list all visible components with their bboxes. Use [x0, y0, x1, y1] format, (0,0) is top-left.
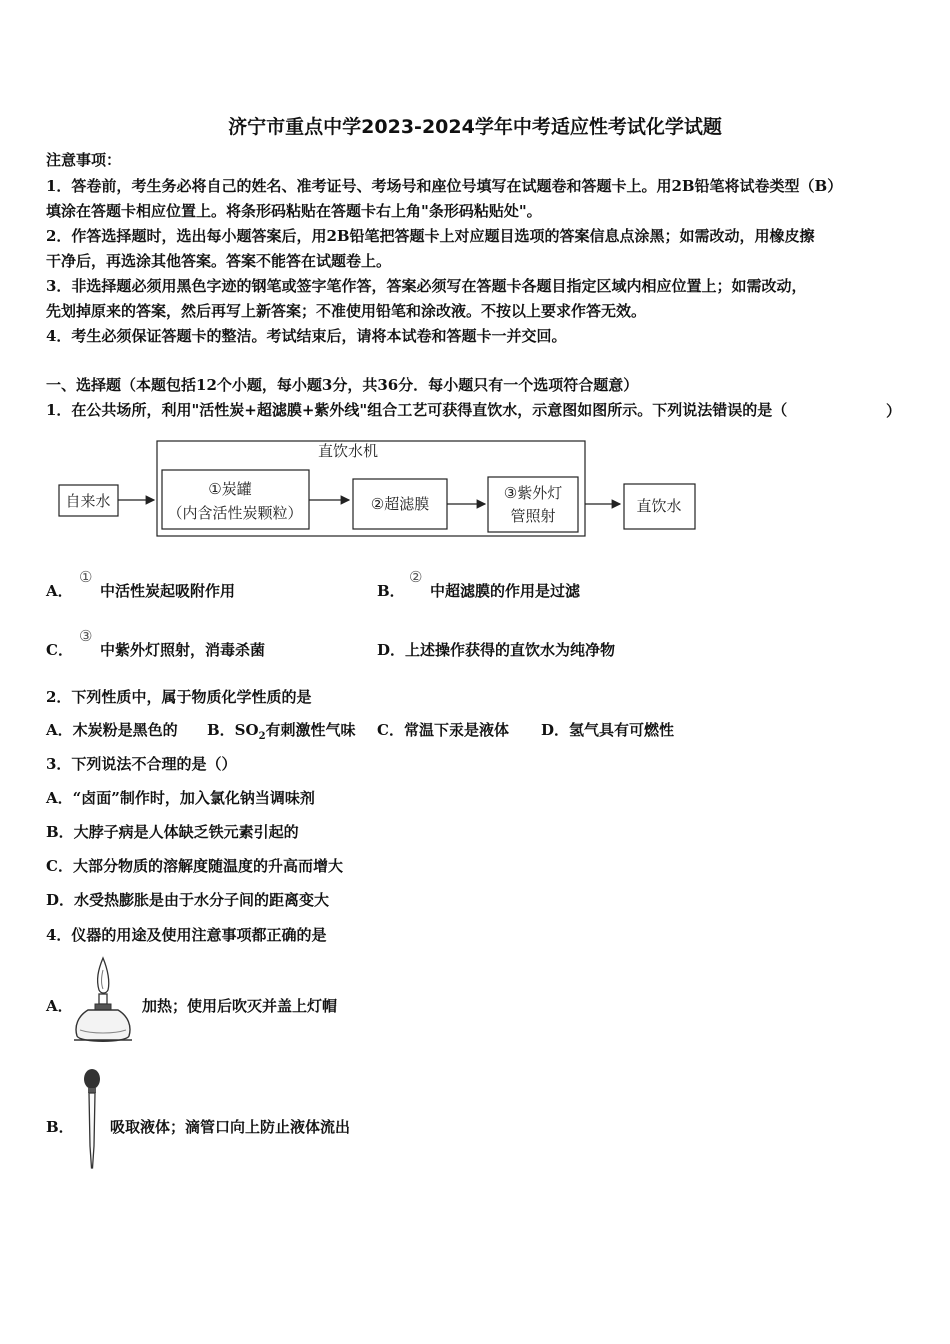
notice-line: 1．答卷前，考生务必将自己的姓名、准考证号、考场号和座位号填写在试题卷和答题卡上。用2B铅笔将试卷类型（B） — [46, 177, 843, 195]
q3-option-b: B．大脖子病是人体缺乏铁元素引起的 — [46, 823, 299, 841]
q3-option-a: A．“卤面”制作时，加入氯化钠当调味剂 — [46, 789, 315, 807]
notice-line: 填涂在答题卡相应位置上。将条形码粘贴在答题卡右上角"条形码粘贴处"。 — [46, 202, 542, 220]
question-1-stem: 1．在公共场所，利用"活性炭+超滤膜+紫外线"组合工艺可获得直饮水，示意图如图所示。下列说法错误的是（ — [46, 401, 788, 419]
question-2-stem: 2．下列性质中，属于物质化学性质的是 — [46, 688, 312, 706]
notice-line: 先划掉原来的答案，然后再写上新答案；不准使用铅笔和涂改液。不按以上要求作答无效。 — [46, 302, 647, 320]
q4-option-a-text: 加热；使用后吹灭并盖上灯帽 — [142, 997, 338, 1015]
option-c-mark: ③ — [79, 627, 93, 645]
q3-option-d: D．水受热膨胀是由于水分子间的距离变大 — [46, 891, 330, 909]
option-b-mark: ② — [409, 568, 423, 586]
question-3-stem: 3．下列说法不合理的是（） — [46, 755, 237, 773]
notice-line: 2．作答选择题时，选出每小题答案后，用2B铅笔把答题卡上对应题目选项的答案信息点涂黑；如需改动，用橡皮擦 — [46, 227, 815, 245]
q2-option-c: C．常温下汞是液体 — [377, 721, 509, 739]
drinking-water-label: 直饮水 — [636, 497, 682, 515]
water-machine-diagram — [0, 0, 950, 560]
question-4-stem: 4．仪器的用途及使用注意事项都正确的是 — [46, 926, 327, 944]
option-c-label: C． — [46, 641, 73, 659]
alcohol-lamp-icon — [72, 956, 134, 1048]
q4-option-a-label: A． — [46, 997, 73, 1015]
page-title: 济宁市重点中学2023-2024学年中考适应性考试化学试题 — [228, 116, 722, 138]
notice-line: 干净后，再选涂其他答案。答案不能答在试题卷上。 — [46, 252, 392, 270]
ultrafiltration-label: ②超滤膜 — [370, 495, 430, 513]
option-a-mark: ① — [79, 568, 93, 586]
notice-heading: 注意事项： — [46, 151, 122, 169]
notice-line: 3．非选择题必须用黑色字迹的钢笔或签字笔作答，答案必须写在答题卡各题目指定区域内相应位置上；如需改动， — [46, 277, 807, 295]
notice-line: 4．考生必须保证答题卡的整洁。考试结束后，请将本试卷和答题卡一并交回。 — [46, 327, 567, 345]
option-a-text: 中活性炭起吸附作用 — [100, 582, 236, 600]
machine-label: 直饮水机 — [317, 442, 379, 460]
option-b-text: 中超滤膜的作用是过滤 — [430, 582, 581, 600]
carbon-tank-sublabel: （内含活性炭颗粒） — [167, 504, 303, 522]
uv-lamp-label: ③紫外灯 — [503, 484, 563, 502]
q2-option-d: D．氢气具有可燃性 — [541, 721, 675, 739]
q4-option-b-text: 吸取液体；滴管口向上防止液体流出 — [110, 1118, 351, 1136]
carbon-tank-label: ①炭罐 — [208, 480, 252, 498]
dropper-icon — [77, 1068, 107, 1170]
q4-option-b-label: B． — [46, 1118, 74, 1136]
uv-lamp-sublabel: 管照射 — [510, 507, 556, 525]
option-d-text: D．上述操作获得的直饮水为纯净物 — [377, 641, 616, 659]
q2-option-b: B．$SO_2$有刺激性气味 — [207, 721, 356, 742]
q3-option-c: C．大部分物质的溶解度随温度的升高而增大 — [46, 857, 343, 875]
section-heading: 一、选择题（本题包括12个小题，每小题3分，共36分．每小题只有一个选项符合题意） — [46, 376, 639, 394]
option-b-label: B． — [377, 582, 405, 600]
option-c-text: 中紫外灯照射，消毒杀菌 — [100, 641, 266, 659]
answer-paren-close: ） — [886, 402, 902, 420]
option-a-label: A． — [46, 582, 73, 600]
tap-water-label: 自来水 — [65, 492, 111, 510]
q2-option-a: A．木炭粉是黑色的 — [46, 721, 178, 739]
